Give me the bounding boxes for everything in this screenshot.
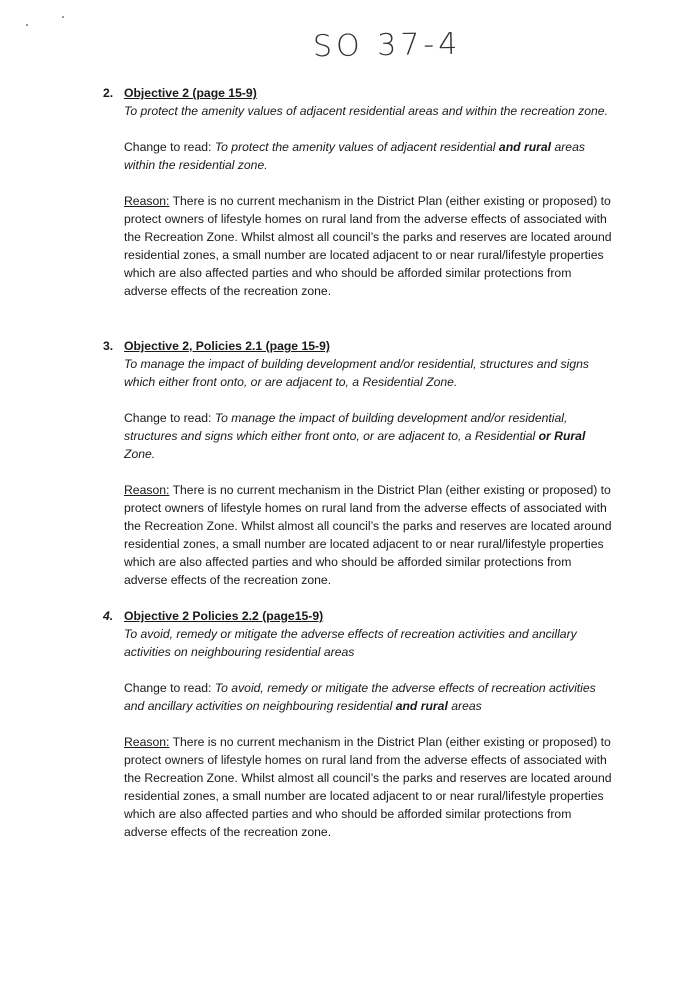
- original-text: To avoid, remedy or mitigate the adverse effects of recreation activities and ancillary activities on neighbouring residential areas: [124, 627, 577, 659]
- reason-paragraph: [124, 192, 613, 300]
- section-objective-2-policy-2-1: [103, 337, 613, 589]
- scan-speck: [26, 24, 28, 26]
- original-text: To manage the impact of building development and/or residential, structures and signs which either front onto, or are adjacent to, a Residential Zone.: [124, 357, 589, 389]
- section-heading: [103, 607, 613, 625]
- reason-text: There is no current mechanism in the District Plan (either existing or proposed) to protect owners of lifestyle homes on rural land from the adverse effects of associated with the Recreation Zone. Whilst almost all council’s the parks and reserves are located around residential zones, a small number are located adjacent to or near rural/lifestyle properties which are also affected parties and who should be afforded similar protections from adverse effects of the recreation zone.: [124, 194, 612, 298]
- change-paragraph: [124, 409, 613, 463]
- change-intro: Change to read:: [124, 140, 212, 154]
- reason-paragraph: [124, 733, 613, 841]
- change-text-a: To protect the amenity values of adjacent residential: [214, 140, 496, 154]
- section-title: Objective 2 (page 15-9): [124, 86, 257, 100]
- change-text-emphasis: and rural: [395, 699, 448, 713]
- section-title: Objective 2 Policies 2.2 (page15-9): [124, 609, 324, 623]
- scan-speck: [62, 16, 64, 18]
- section-number: 3.: [103, 339, 114, 353]
- reason-text: There is no current mechanism in the District Plan (either existing or proposed) to protect owners of lifestyle homes on rural land from the adverse effects of associated with the Recreation Zone. Whilst almost all council’s the parks and reserves are located around residential zones, a small number are located adjacent to or near rural/lifestyle properties which are also affected parties and who should be afforded similar protections from adverse effects of the recreation zone.: [124, 735, 612, 839]
- reason-paragraph: [124, 481, 613, 589]
- section-heading: [103, 337, 613, 355]
- change-text-b: Zone.: [124, 447, 156, 461]
- change-text-a: To manage the impact of building development and/or residential, structures and signs which either front onto, or are adjacent to, a Residential: [124, 411, 568, 443]
- section-title: Objective 2, Policies 2.1 (page 15-9): [124, 339, 330, 353]
- change-text-b: areas: [451, 699, 482, 713]
- reason-label: Reason:: [124, 194, 170, 208]
- section-number: 2.: [103, 86, 114, 100]
- change-text-a: To avoid, remedy or mitigate the adverse effects of recreation activities and ancillary activities on neighbouring residential: [124, 681, 596, 713]
- section-number: 4.: [103, 609, 114, 623]
- change-text-emphasis: and rural: [498, 140, 552, 154]
- handwritten-reference: SO 37-4: [312, 26, 462, 65]
- change-paragraph: [124, 679, 613, 715]
- change-text-b: areas within the residential zone.: [124, 140, 585, 172]
- reason-text: There is no current mechanism in the District Plan (either existing or proposed) to protect owners of lifestyle homes on rural land from the adverse effects of associated with the Recreation Zone. Whilst almost all council’s the parks and reserves are located around residential zones, a small number are located adjacent to or near rural/lifestyle properties which are also affected parties and who should be afforded similar protections from adverse effects of the recreation zone.: [124, 483, 612, 587]
- section-heading: [103, 84, 613, 102]
- original-text: To protect the amenity values of adjacent residential areas and within the recreation zone.: [124, 104, 608, 118]
- change-intro: Change to read:: [124, 681, 212, 695]
- change-intro: Change to read:: [124, 411, 212, 425]
- reason-label: Reason:: [124, 735, 170, 749]
- section-objective-2: [103, 84, 613, 300]
- change-text-emphasis: or Rural: [538, 429, 586, 443]
- section-objective-2-policy-2-2: [103, 607, 613, 841]
- reason-label: Reason:: [124, 483, 170, 497]
- change-paragraph: [124, 138, 613, 174]
